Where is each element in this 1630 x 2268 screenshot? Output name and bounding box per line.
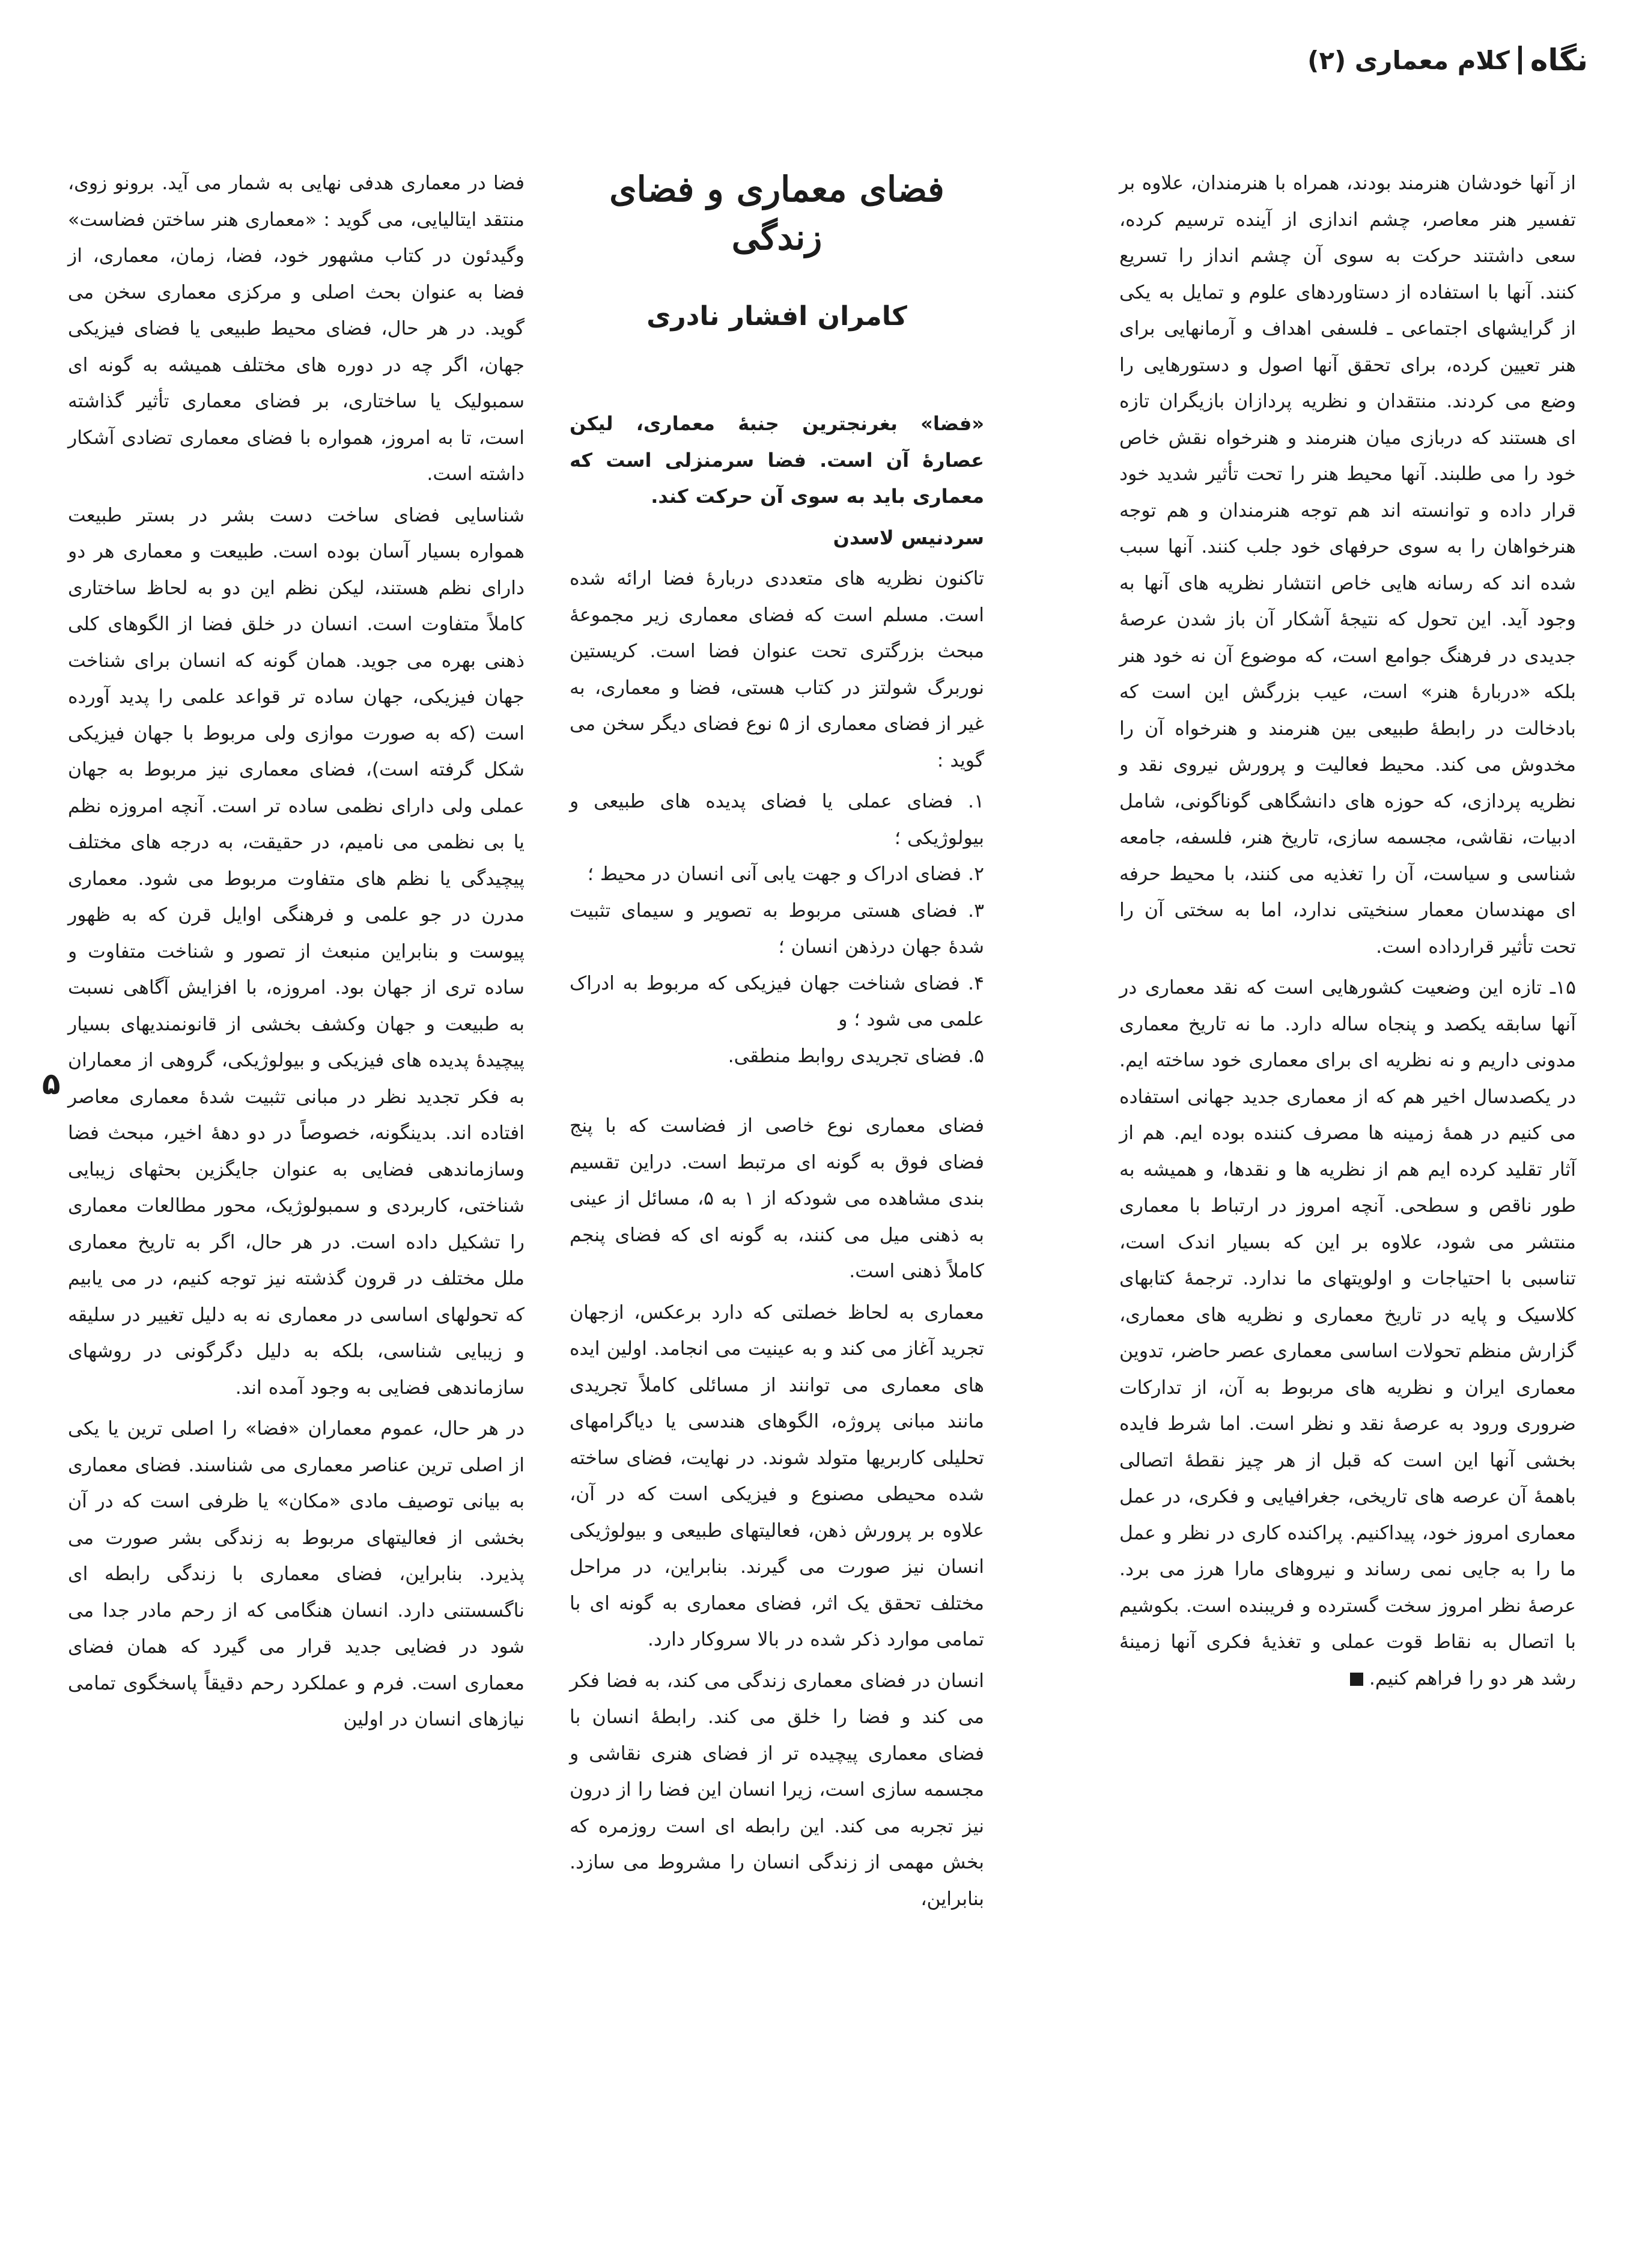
- header-divider: [1518, 46, 1522, 74]
- list-item: ۳. فضای هستی مربوط به تصویر و سیمای تثبیت شدهٔ جهان درذهن انسان ؛: [570, 899, 984, 958]
- paragraph: فضای معماری نوع خاصی از فضاست که با پنج فضای فوق به گونه ای مرتبط است. دراین تقسیم بندی مشاهده می شودکه از ۱ به ۵، مسائل از عینی به ذهنی میل می کنند، به گونه ای که فضای پنجم کاملاً ذهنی است.: [570, 1115, 984, 1282]
- article-title: فضای معماری و فضای زندگی: [609, 169, 944, 258]
- header-series-title: کلام معماری (۲): [1307, 45, 1510, 75]
- right-column: [1119, 165, 1576, 1701]
- paragraph: تاکنون نظریه های متعددی دربارهٔ فضا ارائه شده است. مسلم است که فضای معماری زیر مجموعهٔ مبحث بزرگتری تحت عنوان فضا است. کریستین نوربرگ شولتز در کتاب هستی، فضا و معماری، به غیر از فضای معماری از ۵ نوع فضای دیگر سخن می گوید :: [570, 568, 984, 771]
- running-header: [1307, 36, 1588, 84]
- paragraph: در هر حال، عموم معماران «فضا» را اصلی ترین یا یکی از اصلی ترین عناصر معماری می شناسند. فضای معماری به بیانی توصیف مادی «مکان» یا ظرفی است که در آن بخشی از فعالیتهای مربوط به زندگی بشر صورت می پذیرد. بنابراین، فضای معماری با زندگی رابطه ای ناگسستنی دارد. انسان هنگامی که از رحم مادر جدا می شود در فضایی جدید قرار می گیرد که همان فضای معماری است. فرم و عملکرد رحم دقیقاً پاسخگوی تمامی نیازهای انسان در اولین: [68, 1418, 525, 1730]
- paragraph: [1119, 970, 1576, 1697]
- header-section-title: نگاه: [1530, 43, 1588, 78]
- space-types-list: [570, 783, 984, 1074]
- paragraph: انسان در فضای معماری زندگی می کند، به فضا فکر می کند و فضا را خلق می کند. رابطهٔ انسان با فضای معماری پیچیده تر از فضای هنری نقاشی و مجسمه سازی است، زیرا انسان این فضا را از درون نیز تجربه می کند. این رابطه ای است روزمره که بخش مهمی از زندگی انسان را مشروط می سازد. بنابراین،: [570, 1670, 984, 1910]
- middle-column: [570, 165, 984, 1922]
- article-author: کامران افشار نادری: [646, 301, 907, 332]
- paragraph: شناسایی فضای ساخت دست بشر در بستر طبیعت همواره بسیار آسان بوده است. طبیعت و معماری هر دو دارای نظم هستند، لیکن نظم این دو به لحاظ ساختاری کاملاً متفاوت است. انسان در خلق فضا از الگوهای کلی ذهنی بهره می جوید. همان گونه که انسان برای شناخت جهان فیزیکی، جهان ساده تر قواعد علمی را پدید آورده است (که به صورت موازی ولی مربوط با جهان فیزیکی شکل گرفته است)، فضای معماری نیز مربوط به جهان عملی ولی دارای نظمی ساده تر است. آنچه امروزه نظم یا بی نظمی می نامیم، در حقیقت، به درجه های مختلف پیچیدگی یا نظم های متفاوت مربوط می شود. معماری مدرن در جو علمی و فرهنگی اوایل قرن که به ظهور پیوست و بنابراین منبعث از تصور و شناخت متفاوت و ساده تری از جهان بود. امروزه، با افزایش آگاهی نسبت به طبیعت و جهان وکشف بخشی از قانونمندیهای بسیار پیچیدهٔ پدیده های فیزیکی و بیولوژیکی، گروهی از معماران به فکر تجدید نظر در مبانی تثبیت شدهٔ معماری معاصر افتاده اند. بدینگونه، خصوصاً در دو دههٔ اخیر، مبحث فضا وسازماندهی فضایی به عنوان جایگزین بحثهای زیبایی شناختی، کاربردی و سمبولوژیک، محور مطالعات معماری را تشکیل داده است. در هر حال، اگر به تاریخ معماری ملل مختلف در قرون گذشته نیز توجه کنیم، در می یابیم که تحولهای اساسی در معماری نه به دلیل تغییر در سلیقه و زیبایی شناسی، بلکه به دلیل دگرگونی در روشهای سازماندهی فضایی به وجود آمده اند.: [68, 504, 525, 1399]
- list-item: ۴. فضای شناخت جهان فیزیکی که مربوط به ادراک علمی می شود ؛ و: [570, 972, 984, 1030]
- paragraph: معماری به لحاظ خصلتی که دارد برعکس، ازجهان تجرید آغاز می کند و به عینیت می انجامد. اولین ایده های معماری می توانند از مسائلی کاملاً تجریدی مانند مبانی پروژه، الگوهای هندسی یا دیاگرامهای تحلیلی کاربریها متولد شوند. در نهایت، فضای ساخته شده محیطی مصنوع و فیزیکی است که در آن، علاوه بر پرورش ذهن، فعالیتهای طبیعی و بیولوژیکی انسان نیز صورت می گیرند. بنابراین، در مراحل مختلف تحقق یک اثر، فضای معماری به گونه ای با تمامی موارد ذکر شده در بالا سروکار دارد.: [570, 1301, 984, 1650]
- left-column: [68, 165, 525, 1743]
- page-number: ۵: [42, 1066, 61, 1101]
- end-of-article-mark: [1350, 1673, 1363, 1686]
- epigraph-quote: «فضا» بغرنجترین جنبهٔ معماری، لیکن عصارهٔ آن است. فضا سرمنزلی است که معماری باید به سوی آن حرکت کند.: [570, 412, 984, 508]
- paragraph-text: ۱۵ـ تازه این وضعیت کشورهایی است که نقد معماری در آنها سابقه یکصد و پنجاه ساله دارد. ما نه تاریخ معماری مدونی داریم و نه نظریه ای برای معماری خود ساخته ایم. در یکصدسال اخیر هم که از معماری جدید جهانی استفاده می کنیم در همهٔ زمینه ها مصرف کننده بوده ایم. هم از آثار تقلید کرده ایم هم از نظریه ها و نقدها، و همیشه به طور ناقص و سطحی. آنچه امروز در ارتباط با معماری منتشر می شود، علاوه بر این که بسیار اندک است، تناسبی با احتیاجات و اولویتهای ما ندارد. ترجمهٔ کتابهای کلاسیک و پایه در تاریخ معماری و نظریه های معماری، گزارش منظم تحولات اساسی معماری عصر حاضر، تدوین معماری ایران و نظریه های مربوط به آن، از تدارکات ضروری ورود به عرصهٔ نقد و نظر است. اما شرط فایده بخشی آنها این است که قبل از هر چیز نقطهٔ اتصالی باهمهٔ آن عرصه های تاریخی، جغرافیایی و فکری، در عمل معماری امروز خود، پیداکنیم. پراکنده کاری در نظر و عمل ما را به جایی نمی رساند و نیروهای مارا هرز می برد. عرصهٔ نظر امروز سخت گسترده و فریبنده است. بکوشیم با اتصال به نقاط قوت عملی و تغذیهٔ فکری آنها زمینهٔ رشد هر دو را فراهم کنیم.: [1119, 977, 1576, 1689]
- list-item: ۱. فضای عملی یا فضای پدیده های طبیعی و بیولوژیکی ؛: [570, 791, 984, 849]
- paragraph: فضا در معماری هدفی نهایی به شمار می آید. برونو زوی، منتقد ایتالیایی، می گوید : «معماری هنر ساختن فضاست» وگیدئون در کتاب مشهور خود، فضا، زمان، معماری، از فضا به عنوان بحث اصلی و مرکزی معماری سخن می گوید. در هر حال، فضای محیط طبیعی یا فضای فیزیکی جهان، اگر چه در دوره های مختلف همیشه به گونه ای سمبولیک یا ساختاری، بر فضای معماری تأثیر گذاشته است، تا به امروز، همواره با فضای معماری تضادی آشکار داشته است.: [68, 172, 525, 485]
- paragraph: از آنها خودشان هنرمند بودند، همراه با هنرمندان، علاوه بر تفسیر هنر معاصر، چشم اندازی از آینده ترسیم کرده، سعی داشتند حرکت به سوی آن چشم انداز را تسریع کنند. آنها با استفاده از دستاوردهای علوم و تمایل به یکی از گرایشهای اجتماعی ـ فلسفی اهداف و آرمانهایی برای هنر تعیین کرده، برای تحقق آنها اصول و دستورهایی را وضع می کردند. منتقدان و نظریه پردازان بازیگران تازه ای هستند که دربازی میان هنرمند و هنرخواه نقش خاص خود را می طلبند. آنها محیط هنر را تحت تأثیر شدید خود قرار داده و توانسته اند هم توجه هنرمندان و هم توجه هنرخواهان را به سوی حرفهای خود جلب کنند. آنها سبب شده اند که رسانه هایی خاص انتشار نظریه های آنها به وجود آید. این تحول که نتیجهٔ آشکار آن باز شدن عرصهٔ جدیدی در فرهنگ جوامع است، که موضوع آن نه خود هنر بلکه «دربارهٔ هنر» است، عیب بزرگش این است که بادخالت در رابطهٔ طبیعی بین هنرمند و هنرخواه آن را مخدوش می کند. محیط فعالیت و پرورش نیروی نقد و نظریه پردازی، که حوزه های دانشگاهی گوناگونی، شامل ادبیات، نقاشی، مجسمه سازی، تاریخ هنر، فلسفه، جامعه شناسی و سیاست، آن را تغذیه می کنند، با محیط حرفه ای مهندسان معمار سنخیتی ندارد، اما به سختی آن را تحت تأثیر قرارداده است.: [1119, 172, 1576, 958]
- epigraph-source: سردنیس لاسدن: [833, 526, 984, 549]
- list-item: ۲. فضای ادراک و جهت یابی آنی انسان در محیط ؛: [587, 863, 984, 885]
- list-item: ۵. فضای تجریدی روابط منطقی.: [728, 1045, 984, 1067]
